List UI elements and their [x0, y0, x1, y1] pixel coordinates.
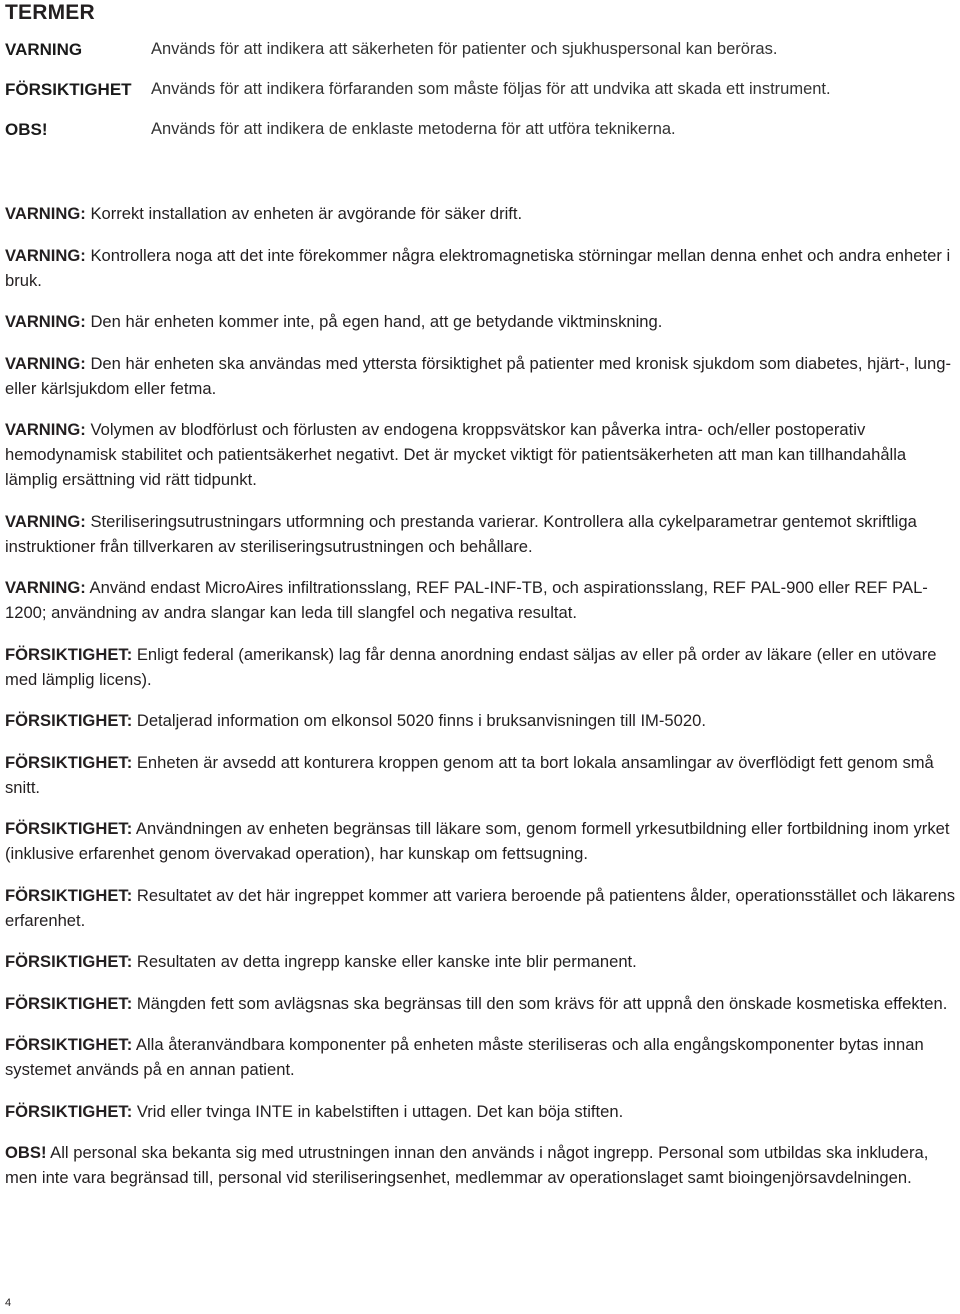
- statement-text: Den här enheten kommer inte, på egen hand, att ge betydande viktminskning.: [85, 312, 663, 331]
- warning-statement: [5, 201, 960, 226]
- statement-label: VARNING:: [5, 420, 86, 439]
- statement-label: VARNING:: [5, 578, 86, 597]
- statement-text: Mängden fett som avlägsnas ska begränsas till den som krävs för att uppnå den önskade kosmetiska effekten.: [132, 993, 948, 1013]
- statement-text: Alla återanvändbara komponenter på enheten måste steriliseras och alla engångskomponenter bytas innan systemet används på en annan patient.: [5, 1035, 924, 1079]
- statement-label: VARNING:: [5, 204, 86, 223]
- warning-statement: [5, 351, 960, 401]
- warning-statement: [5, 243, 960, 293]
- term-definition: Används för att indikera att säkerheten för patienter och sjukhuspersonal kan beröras.: [151, 40, 778, 58]
- statement-label: FÖRSIKTIGHET:: [5, 1101, 133, 1121]
- statement-text: Den här enheten ska användas med yttersta försiktighet på patienter med kronisk sjukdom som diabetes, hjärt-, lung- eller kärlsjukdom eller fetma.: [5, 353, 951, 398]
- page-title: TERMER: [5, 1, 95, 24]
- caution-statement: [5, 991, 960, 1016]
- safety-statements: [5, 201, 960, 1207]
- statement-label: FÖRSIKTIGHET:: [5, 711, 133, 730]
- term-name: FÖRSIKTIGHET: [5, 80, 132, 99]
- statement-text: Resultatet av det här ingreppet kommer att variera beroende på patientens ålder, operationsstället och läkarens erfarenhet.: [5, 885, 956, 930]
- statement-label: VARNING:: [5, 245, 86, 265]
- caution-statement: [5, 883, 960, 933]
- term-name: OBS!: [5, 120, 48, 139]
- statement-text: Resultaten av detta ingrepp kanske eller kanske inte blir permanent.: [132, 952, 637, 971]
- statement-text: Enligt federal (amerikansk) lag får denna anordning endast säljas av eller på order av läkare (eller en utövare med lämplig licens).: [5, 644, 937, 689]
- statement-label: FÖRSIKTIGHET:: [5, 885, 133, 905]
- statement-text: Kontrollera noga att det inte förekommer några elektromagnetiska störningar mellan denna enhet och andra enheter i bruk.: [5, 245, 951, 290]
- term-row: [0, 120, 960, 144]
- caution-statement: [5, 642, 960, 692]
- statement-label: VARNING:: [5, 353, 86, 373]
- statement-text: Detaljerad information om elkonsol 5020 finns i bruksanvisningen till IM-5020.: [132, 711, 706, 730]
- statement-text: Använd endast MicroAires infiltrationsslang, REF PAL-INF-TB, och aspirationsslang, REF PAL-900 eller REF PAL-1200; användning av andra slangar kan leda till slangfel och negativa resultat.: [5, 578, 928, 622]
- statement-text: Korrekt installation av enheten är avgörande för säker drift.: [85, 204, 523, 223]
- caution-statement: [5, 1032, 960, 1082]
- statement-text: Användningen av enheten begränsas till läkare som, genom formell yrkesutbildning eller fortbildning inom yrket (inklusive erfarenhet genom övervakad operation), har kunskap om fettsugning.: [5, 819, 950, 863]
- term-name: VARNING: [5, 40, 83, 59]
- statement-label: FÖRSIKTIGHET:: [5, 752, 133, 772]
- term-row: [0, 40, 960, 64]
- warning-statement: [5, 575, 960, 625]
- statement-label: FÖRSIKTIGHET:: [5, 1035, 133, 1054]
- statement-label: VARNING:: [5, 312, 86, 331]
- statement-text: Enheten är avsedd att konturera kroppen genom att ta bort lokala ansamlingar av överflödigt fett genom små snitt.: [5, 752, 934, 797]
- statement-text: All personal ska bekanta sig med utrustningen innan den används i något ingrepp. Personal som utbildas ska inkludera, men inte vara begränsad till, personal vid steriliseringsenhet, medlemmar av operationslaget samt bioingenjörsavdelningen.: [5, 1143, 929, 1187]
- statement-label: FÖRSIKTIGHET:: [5, 819, 133, 838]
- page-number: 4: [5, 1297, 12, 1309]
- statement-label: OBS!: [5, 1143, 47, 1162]
- caution-statement: [5, 949, 960, 974]
- warning-statement: [5, 309, 960, 334]
- statement-label: FÖRSIKTIGHET:: [5, 993, 133, 1013]
- warning-statement: [5, 509, 960, 559]
- statement-text: Steriliseringsutrustningars utformning och prestanda varierar. Kontrollera alla cykelparametrar gentemot skriftliga instruktioner från tillverkaren av steriliseringsutrustningen och behållare.: [5, 511, 917, 556]
- term-definition: Används för att indikera förfaranden som måste följas för att undvika att skada ett instrument.: [151, 80, 831, 98]
- warning-statement: [5, 417, 960, 492]
- term-row: [0, 80, 960, 104]
- caution-statement: [5, 750, 960, 800]
- caution-statement: [5, 1099, 960, 1124]
- statement-text: Vrid eller tvinga INTE in kabelstiften i uttagen. Det kan böja stiften.: [132, 1101, 624, 1121]
- statement-label: FÖRSIKTIGHET:: [5, 644, 133, 664]
- note-statement: [5, 1140, 960, 1190]
- caution-statement: [5, 708, 960, 733]
- statement-text: Volymen av blodförlust och förlusten av endogena kroppsvätskor kan påverka intra- och/eller postoperativ hemodynamisk stabilitet och patientsäkerhet negativt. Det är mycket viktigt för patientsäkerheten att man kan tillhandahålla lämplig ersättning vid rätt tidpunkt.: [5, 420, 907, 489]
- statement-label: VARNING:: [5, 511, 86, 531]
- statement-label: FÖRSIKTIGHET:: [5, 952, 133, 971]
- caution-statement: [5, 816, 960, 866]
- term-definition: Används för att indikera de enklaste metoderna för att utföra teknikerna.: [151, 120, 676, 138]
